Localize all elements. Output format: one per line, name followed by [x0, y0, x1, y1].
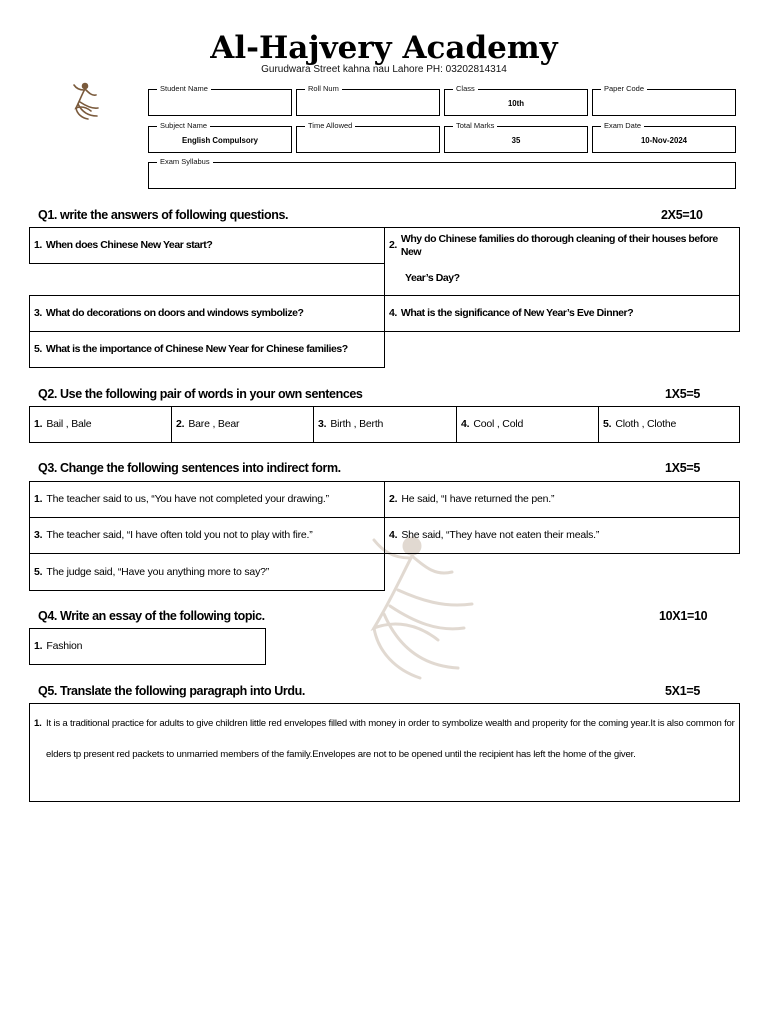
field-value: 35	[511, 134, 521, 145]
q3-marks: 1X5=5	[665, 461, 700, 475]
item-text: Bare , Bear	[188, 418, 240, 430]
item-text: He said, “I have returned the pen.”	[401, 493, 555, 505]
item-number: 4.	[389, 529, 398, 541]
item-text: Why do Chinese families do thorough cleaning of their houses before New	[400, 232, 718, 258]
item-number: 4.	[461, 418, 470, 430]
q1-item-5	[29, 331, 385, 368]
field-label: Paper Code	[601, 83, 647, 95]
item-text: The teacher said, “I have often told you not to play with fire.”	[46, 529, 313, 541]
q1-item-3	[29, 295, 385, 332]
time-allowed-field[interactable]	[296, 121, 440, 153]
field-label: Student Name	[157, 83, 211, 95]
item-text: What is the significance of New Year’s Eve Dinner?	[400, 307, 634, 319]
q4-marks: 10X1=10	[659, 609, 708, 623]
q1-item-4	[384, 295, 740, 332]
field-value	[303, 90, 434, 115]
item-text: Bail , Bale	[46, 418, 92, 430]
q3-item-2	[384, 481, 740, 518]
item-number: 3.	[318, 418, 327, 430]
item-number: 1.	[34, 718, 42, 729]
item-number: 5.	[34, 343, 42, 355]
field-label: Exam Date	[601, 120, 644, 132]
item-number: 4.	[389, 307, 397, 319]
q2-heading: Q2. Use the following pair of words in your own sentences	[38, 387, 363, 401]
subject-name-field[interactable]	[148, 121, 292, 153]
q3-item-1	[29, 481, 385, 518]
item-text: What is the importance of Chinese New Year for Chinese families?	[45, 343, 348, 355]
field-label: Time Allowed	[305, 120, 355, 132]
item-number: 5.	[603, 418, 612, 430]
field-value	[303, 127, 434, 152]
field-label: Roll Num	[305, 83, 342, 95]
q1-item-2	[384, 227, 740, 296]
item-number: 1.	[34, 239, 42, 251]
item-number: 3.	[34, 307, 42, 319]
item-text-continued: Year’s Day?	[405, 271, 460, 284]
item-text: Cloth , Clothe	[615, 418, 677, 430]
item-text: The judge said, “Have you anything more to say?”	[46, 565, 270, 578]
item-number: 3.	[34, 529, 43, 541]
item-number: 1.	[34, 640, 43, 652]
field-value	[172, 163, 711, 188]
field-label: Total Marks	[453, 120, 497, 132]
exam-date-field[interactable]	[592, 121, 736, 153]
field-value: 10-Nov-2024	[640, 134, 688, 145]
field-value: English Compulsory	[181, 134, 259, 145]
q2-item-5	[598, 406, 740, 443]
roll-num-field[interactable]	[296, 84, 440, 116]
student-name-field[interactable]	[148, 84, 292, 116]
q2-item-4	[456, 406, 599, 443]
item-number: 2.	[389, 239, 397, 251]
q1-marks: 2X5=10	[661, 208, 703, 222]
item-text: It is a traditional practice for adults to give children little red envelopes filled with money in order to symbolize wealth and properity for the coming year.It is also common for elders tp present red packets to unmarried members of the family.Envelopes are not to be opened until the recipient has left the home of the giver.	[46, 718, 735, 760]
q5-marks: 5X1=5	[665, 684, 700, 698]
item-text: Fashion	[46, 640, 83, 652]
item-text: When does Chinese New Year start?	[45, 239, 213, 251]
item-number: 1.	[34, 493, 43, 505]
field-value: 10th	[507, 97, 525, 108]
dervish-logo-icon	[64, 78, 108, 122]
field-label: Exam Syllabus	[157, 156, 213, 168]
field-label: Subject Name	[157, 120, 210, 132]
field-value	[599, 90, 730, 115]
item-text: The teacher said to us, “You have not completed your drawing.”	[46, 493, 329, 505]
item-number: 2.	[176, 418, 185, 430]
q2-item-2	[171, 406, 314, 443]
item-number: 5.	[34, 565, 43, 578]
q3-heading: Q3. Change the following sentences into indirect form.	[38, 461, 341, 475]
q3-item-5	[29, 553, 385, 591]
academy-title: Al-Hajvery Academy	[210, 30, 558, 66]
item-text: She said, “They have not eaten their meals.”	[401, 529, 600, 541]
q5-heading: Q5. Translate the following paragraph into Urdu.	[38, 684, 305, 698]
q4-item-1	[29, 628, 266, 665]
q3-item-4	[384, 517, 740, 554]
q2-item-1	[29, 406, 172, 443]
field-value	[155, 90, 286, 115]
item-text: Birth , Berth	[330, 418, 384, 430]
academy-address: Gurudwara Street kahna nau Lahore PH: 03202814314	[261, 64, 507, 75]
q4-heading: Q4. Write an essay of the following topic.	[38, 609, 265, 623]
item-text: What do decorations on doors and windows symbolize?	[45, 307, 304, 319]
field-label: Class	[453, 83, 478, 95]
item-number: 2.	[389, 493, 398, 505]
q5-paragraph	[29, 703, 740, 802]
exam-syllabus-field[interactable]	[148, 157, 736, 189]
paper-code-field[interactable]	[592, 84, 736, 116]
item-text: Cool , Cold	[473, 418, 524, 430]
class-field[interactable]	[444, 84, 588, 116]
q1-heading: Q1. write the answers of following questions.	[38, 208, 289, 222]
q3-item-3	[29, 517, 385, 554]
q1-item-1	[29, 227, 385, 264]
item-number: 1.	[34, 418, 43, 430]
q2-item-3	[313, 406, 457, 443]
q2-marks: 1X5=5	[665, 387, 700, 401]
total-marks-field[interactable]	[444, 121, 588, 153]
